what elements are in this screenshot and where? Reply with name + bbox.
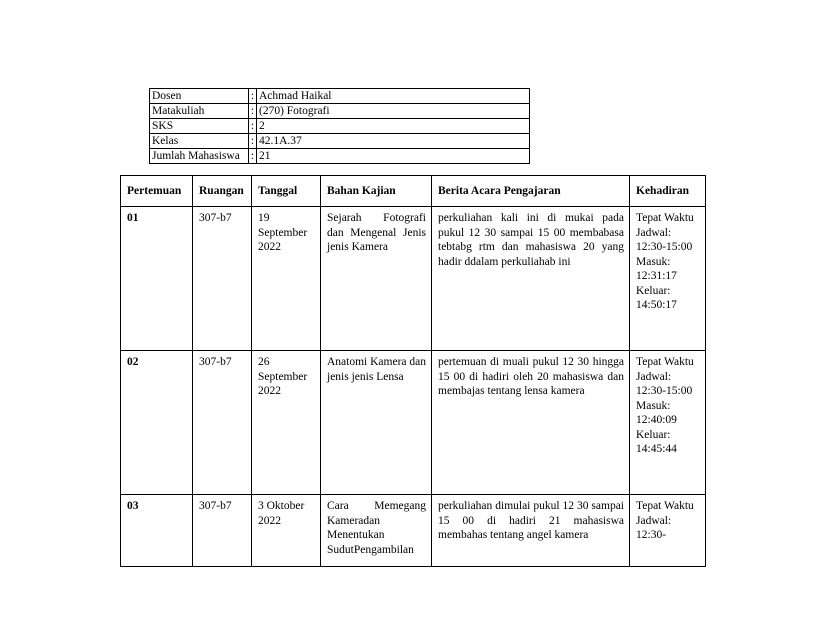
info-value: 42.1A.37	[257, 134, 530, 149]
header-berita-acara: Berita Acara Pengajaran	[432, 176, 630, 207]
table-row	[121, 351, 706, 495]
info-row-kelas	[150, 134, 530, 149]
info-label: Kelas	[150, 134, 249, 149]
info-row-jumlah-mahasiswa	[150, 149, 530, 164]
header-kehadiran: Kehadiran	[630, 176, 706, 207]
table-row	[121, 495, 706, 567]
cell-berita-acara: perkuliahan dimulai pukul 12 30 sampai 15 00 di hadiri 21 mahasiswa membahas tentang angel kamera	[432, 495, 630, 567]
info-separator: :	[249, 149, 257, 164]
cell-tanggal: 26 September 2022	[252, 351, 321, 495]
course-info-table	[149, 88, 530, 164]
cell-berita-acara: pertemuan di muali pukul 12 30 hingga 15 00 di hadiri oleh 20 mahasiswa dan membajas tentang lensa kamera	[432, 351, 630, 495]
cell-ruangan: 307-b7	[193, 207, 252, 351]
cell-kehadiran: Tepat Waktu Jadwal: 12:30-15:00 Masuk: 12:40:09 Keluar: 14:45:44	[630, 351, 706, 495]
info-row-sks	[150, 119, 530, 134]
header-tanggal: Tanggal	[252, 176, 321, 207]
header-bahan-kajian: Bahan Kajian	[321, 176, 432, 207]
info-row-matakuliah	[150, 104, 530, 119]
info-separator: :	[249, 134, 257, 149]
info-value: Achmad Haikal	[257, 89, 530, 104]
cell-berita-acara: perkuliahan kali ini di mukai pada pukul 12 30 sampai 15 00 membabasa tebtabg rtm dan mahasiswa 20 yang hadir ddalam perkuliahab ini	[432, 207, 630, 351]
cell-bahan-kajian: Cara Memegang Kameradan Menentukan SudutPengambilan	[321, 495, 432, 567]
info-label: SKS	[150, 119, 249, 134]
info-label: Matakuliah	[150, 104, 249, 119]
cell-pertemuan: 02	[121, 351, 193, 495]
header-ruangan: Ruangan	[193, 176, 252, 207]
table-row	[121, 207, 706, 351]
cell-bahan-kajian: Anatomi Kamera dan jenis jenis Lensa	[321, 351, 432, 495]
info-separator: :	[249, 119, 257, 134]
cell-kehadiran: Tepat Waktu Jadwal: 12:30-15:00 Masuk: 12:31:17 Keluar: 14:50:17	[630, 207, 706, 351]
table-header-row	[121, 176, 706, 207]
info-separator: :	[249, 89, 257, 104]
cell-pertemuan: 01	[121, 207, 193, 351]
cell-ruangan: 307-b7	[193, 351, 252, 495]
cell-pertemuan: 03	[121, 495, 193, 567]
info-label: Jumlah Mahasiswa	[150, 149, 249, 164]
attendance-table	[120, 175, 706, 567]
cell-tanggal: 19 September 2022	[252, 207, 321, 351]
info-value: 21	[257, 149, 530, 164]
cell-bahan-kajian: Sejarah Fotografi dan Mengenal Jenis jenis Kamera	[321, 207, 432, 351]
info-value: (270) Fotografi	[257, 104, 530, 119]
cell-kehadiran: Tepat Waktu Jadwal: 12:30-	[630, 495, 706, 567]
cell-tanggal: 3 Oktober 2022	[252, 495, 321, 567]
info-separator: :	[249, 104, 257, 119]
info-value: 2	[257, 119, 530, 134]
info-row-dosen	[150, 89, 530, 104]
cell-ruangan: 307-b7	[193, 495, 252, 567]
header-pertemuan: Pertemuan	[121, 176, 193, 207]
info-label: Dosen	[150, 89, 249, 104]
